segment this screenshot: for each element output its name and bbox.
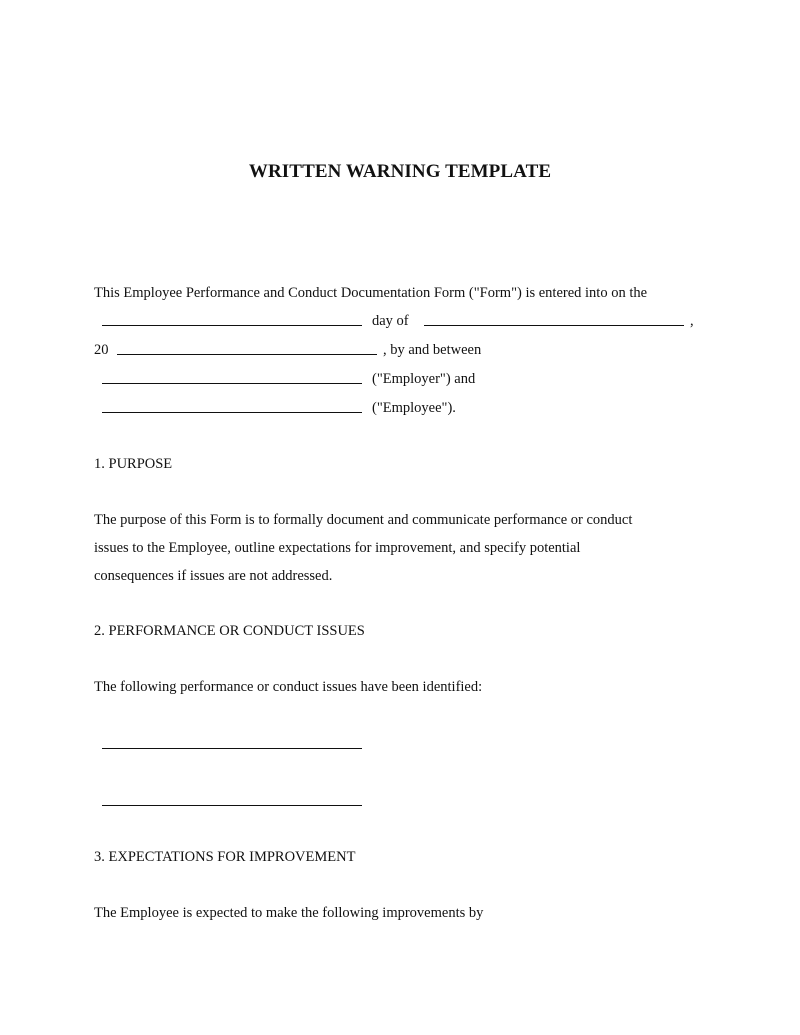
- section-heading-expectations: 3. EXPECTATIONS FOR IMPROVEMENT: [94, 849, 356, 865]
- issue-entry-blank-1[interactable]: [102, 748, 362, 749]
- document-title: WRITTEN WARNING TEMPLATE: [248, 161, 552, 182]
- purpose-body-line: The purpose of this Form is to formally document and communicate performance or conduct: [94, 512, 633, 528]
- date-day-blank[interactable]: [102, 325, 362, 326]
- employer-name-blank[interactable]: [102, 383, 362, 384]
- section-heading-purpose: 1. PURPOSE: [94, 456, 173, 472]
- section-heading-issues: 2. PERFORMANCE OR CONDUCT ISSUES: [94, 623, 365, 639]
- year-blank[interactable]: [117, 354, 377, 355]
- issues-body-line: The following performance or conduct issues have been identified:: [94, 679, 483, 695]
- by-and-between-label: , by and between: [383, 342, 482, 358]
- employee-name-blank[interactable]: [102, 412, 362, 413]
- date-month-blank[interactable]: [424, 325, 684, 326]
- comma-label: ,: [690, 313, 694, 329]
- expectations-body-line: The Employee is expected to make the following improvements by: [94, 905, 484, 921]
- employer-label: ("Employer") and: [372, 371, 476, 387]
- intro-line-1: This Employee Performance and Conduct Documentation Form ("Form") is entered into on the: [94, 285, 648, 301]
- purpose-body-line: consequences if issues are not addressed.: [94, 568, 333, 584]
- day-of-label: day of: [372, 313, 409, 329]
- purpose-body-line: issues to the Employee, outline expectations for improvement, and specify potential: [94, 540, 581, 556]
- issue-entry-blank-2[interactable]: [102, 805, 362, 806]
- employee-label: ("Employee").: [372, 400, 456, 416]
- year-prefix-label: 20: [94, 342, 109, 358]
